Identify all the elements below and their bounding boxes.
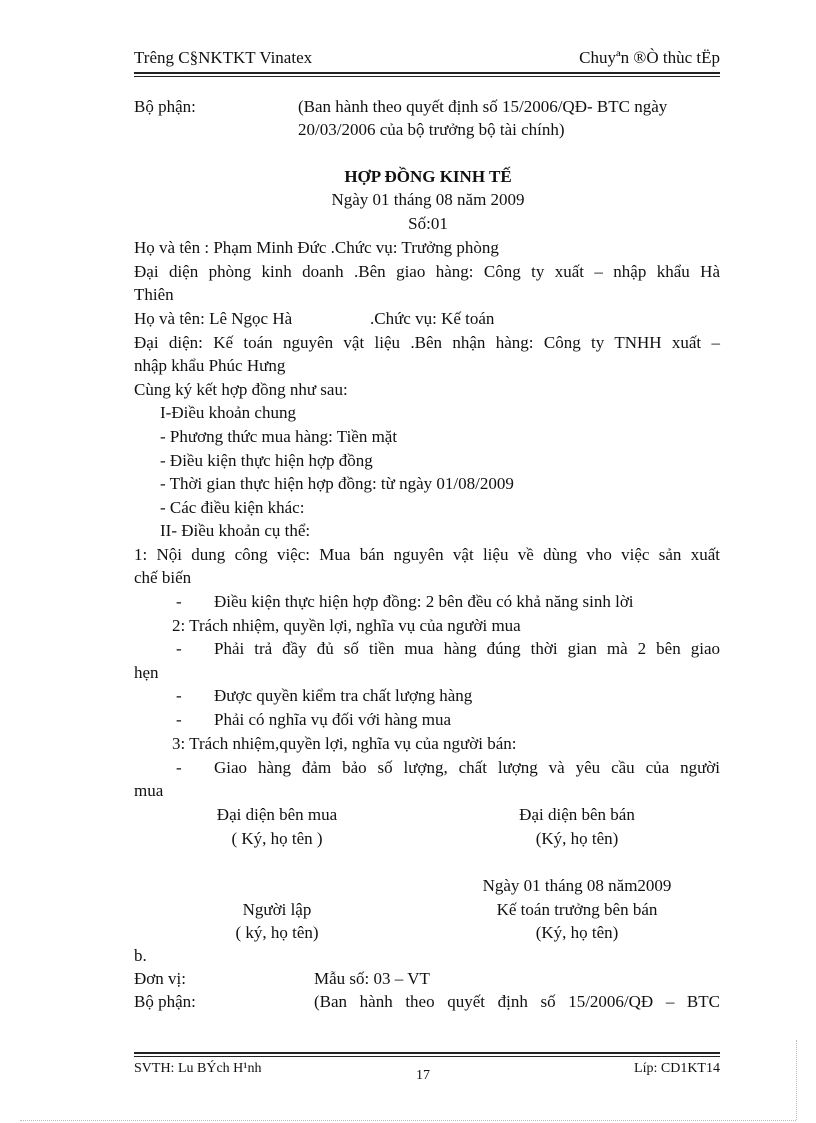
buyer-duty-payment: Phải trả đầy đủ số tiền mua hàng đúng thời gian mà 2 bên giao — [214, 639, 720, 658]
decision-line-2: 20/03/2006 của bộ trưởng bộ tài chính) — [298, 120, 565, 139]
header-rule-thin — [134, 76, 720, 77]
seller-department: Đại diện phòng kinh doanh .Bên giao hàng: Công ty xuất – nhập khẩu Hà — [134, 262, 720, 281]
footer-rule — [134, 1052, 720, 1054]
don-vi-label: Đơn vị: — [134, 969, 186, 988]
decision-line-1: (Ban hành theo quyết định số 15/2006/QĐ- BTC ngày — [298, 97, 668, 116]
contract-period: - Thời gian thực hiện hợp đồng: từ ngày 01/08/2009 — [160, 474, 514, 493]
buyer-sign-note: ( Ký, họ tên ) — [231, 829, 323, 848]
execution-condition: Điều kiện thực hiện hợp đồng: 2 bên đều có khả năng sinh lời — [214, 592, 634, 611]
bo-phan-label: Bộ phận: — [134, 97, 196, 116]
buyer-department-cont: nhập khẩu Phúc Hưng — [134, 356, 286, 375]
seller-duty-delivery-cont: mua — [134, 781, 164, 800]
preparer-label: Người lập — [242, 900, 312, 919]
section-b-marker: b. — [134, 946, 147, 965]
seller-department-cont: Thiên — [134, 285, 174, 304]
buyer-duty-inspection: Được quyền kiểm tra chất lượng hàng — [214, 686, 473, 705]
sign-date: Ngày 01 tháng 08 năm2009 — [482, 876, 672, 895]
buyer-rep-label: Đại diện bên mua — [216, 805, 338, 824]
agreement-intro: Cùng ký kết hợp đồng như sau: — [134, 380, 348, 399]
footer-class: Líp: CD1KT14 — [634, 1061, 720, 1076]
bullet-dash: - — [176, 639, 182, 658]
contract-title: HỢP ĐỒNG KINH TẾ — [344, 167, 512, 186]
seller-rep-label: Đại diện bên bán — [519, 805, 635, 824]
footer-rule-thin — [134, 1056, 720, 1057]
page-edge-dots-vertical — [796, 1040, 797, 1120]
contract-date: Ngày 01 tháng 08 năm 2009 — [331, 190, 525, 209]
seller-sign-note: (Ký, họ tên) — [535, 829, 619, 848]
form-number: Mẫu số: 03 – VT — [314, 969, 430, 988]
seller-duty-delivery: Giao hàng đảm bảo số lượng, chất lượng và yêu cầu của người — [214, 758, 720, 777]
seller-duties-heading: 3: Trách nhiệm,quyền lợi, nghĩa vụ của người bán: — [172, 734, 517, 753]
page-number: 17 — [416, 1068, 430, 1083]
bo-phan-label-b: Bộ phận: — [134, 992, 196, 1011]
chief-accountant-label: Kế toán trưởng bên bán — [496, 900, 658, 919]
seller-rep-name: Họ và tên : Phạm Minh Đức .Chức vụ: Trưởng phòng — [134, 238, 499, 257]
bullet-dash: - — [176, 592, 182, 611]
buyer-duties-heading: 2: Trách nhiệm, quyền lợi, nghĩa vụ của người mua — [172, 616, 521, 635]
bullet-dash: - — [176, 710, 182, 729]
buyer-duty-obligation: Phải có nghĩa vụ đối với hàng mua — [214, 710, 452, 729]
bullet-dash: - — [176, 758, 182, 777]
preparer-sign-note: ( ký, họ tên) — [235, 923, 319, 942]
buyer-rep-name: Họ và tên: Lê Ngọc Hà — [134, 309, 293, 328]
work-content: 1: Nội dung công việc: Mua bán nguyên vật liệu về dùng vho việc sản xuất — [134, 545, 720, 564]
decision-line-b: (Ban hành theo quyết định số 15/2006/QĐ – BTC — [314, 992, 720, 1011]
section-ii-heading: II- Điều khoản cụ thể: — [160, 521, 311, 540]
other-conditions: - Các điều kiện khác: — [160, 498, 305, 517]
contract-number: Số:01 — [408, 214, 448, 233]
contract-conditions: - Điều kiện thực hiện hợp đồng — [160, 451, 373, 470]
bullet-dash: - — [176, 686, 182, 705]
header-school-name: Trêng C§NKTKT Vinatex — [134, 48, 313, 67]
header-report-title: Chuyªn ®Ò thùc tËp — [579, 48, 720, 67]
section-i-heading: I-Điều khoản chung — [160, 403, 296, 422]
page-edge-dots — [20, 1120, 796, 1121]
payment-method: - Phương thức mua hàng: Tiền mặt — [160, 427, 398, 446]
buyer-rep-position: .Chức vụ: Kế toán — [370, 309, 495, 328]
buyer-duty-payment-cont: hẹn — [134, 663, 159, 682]
chief-sign-note: (Ký, họ tên) — [535, 923, 619, 942]
header-rule — [134, 72, 720, 74]
buyer-department: Đại diện: Kế toán nguyên vật liệu .Bên nhận hàng: Công ty TNHH xuất – — [134, 333, 720, 352]
footer-student: SVTH: Lu BÝch H¹nh — [134, 1061, 262, 1076]
work-content-cont: chế biến — [134, 568, 192, 587]
